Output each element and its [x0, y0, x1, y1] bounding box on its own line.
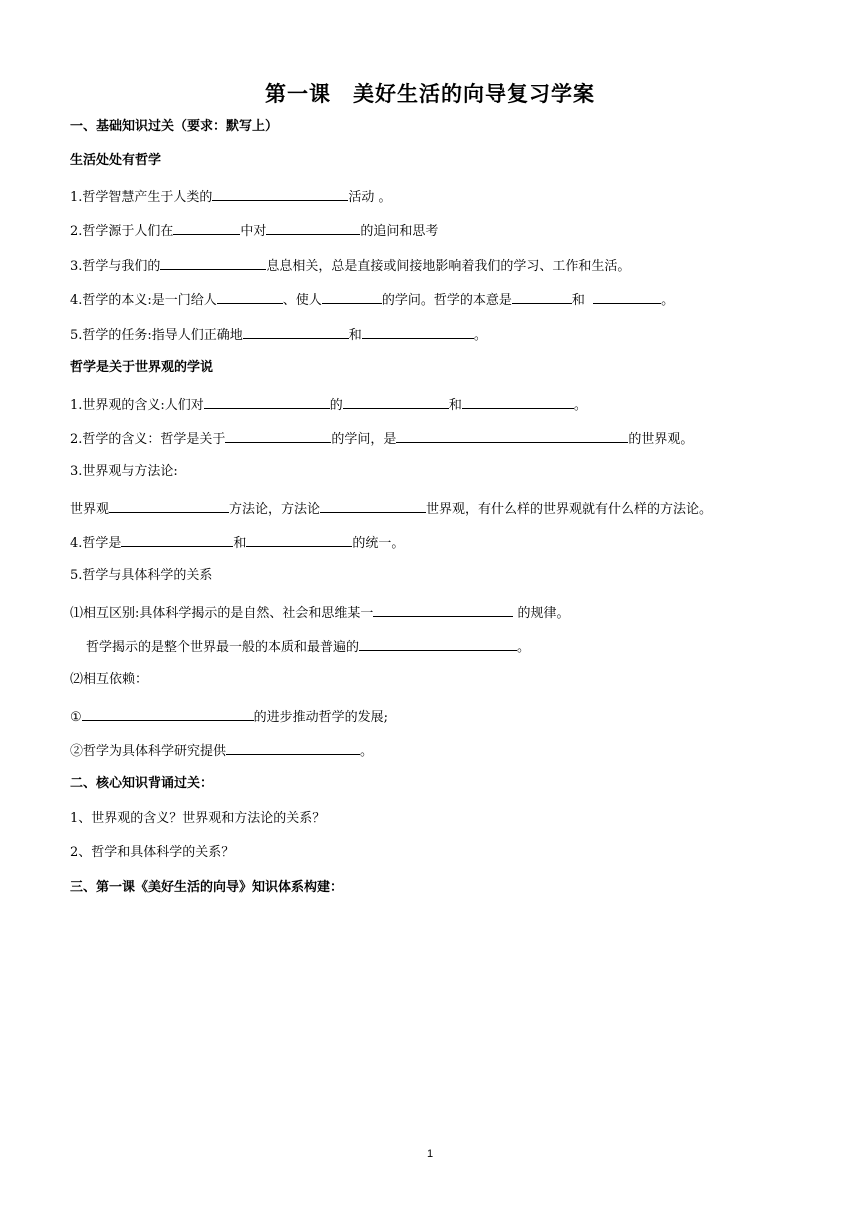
question-1: 1、世界观的含义？世界观和方法论的关系？ — [70, 811, 326, 826]
fill-blank[interactable] — [362, 324, 474, 339]
fill-blank[interactable] — [160, 255, 266, 270]
fill-blank[interactable] — [173, 220, 240, 235]
fill-blank[interactable] — [373, 602, 513, 617]
item-worldview-5-2a: ① 的进步推动哲学的发展; — [70, 706, 388, 727]
fill-blank[interactable] — [359, 636, 517, 651]
fill-blank[interactable] — [322, 289, 382, 304]
fill-blank[interactable] — [593, 289, 661, 304]
fill-blank[interactable] — [225, 428, 331, 443]
fill-blank[interactable] — [212, 186, 348, 201]
fill-blank[interactable] — [109, 498, 229, 513]
item-worldview-2: 2.哲学的含义：哲学是关于 的学问，是 的世界观。 — [70, 428, 693, 449]
page-number: 1 — [426, 1148, 434, 1160]
fill-blank[interactable] — [226, 740, 360, 755]
item-1: 1.哲学智慧产生于人类的 活动 。 — [70, 186, 392, 207]
fill-blank[interactable] — [462, 394, 574, 409]
subheading-worldview: 哲学是关于世界观的学说 — [70, 360, 214, 375]
fill-blank[interactable] — [217, 289, 283, 304]
fill-blank[interactable] — [246, 532, 352, 547]
fill-blank[interactable] — [121, 532, 233, 547]
fill-blank[interactable] — [266, 220, 360, 235]
item-worldview-5-2: ⑵相互依赖： — [70, 672, 149, 687]
fill-blank[interactable] — [396, 428, 628, 443]
fill-blank[interactable] — [512, 289, 572, 304]
item-worldview-5-1: ⑴相互区别:具体科学揭示的是自然、社会和思维某一 的规律。 — [70, 602, 570, 623]
page-title: 第一课 美好生活的向导复习学案 — [265, 82, 595, 106]
item-worldview-3: 3.世界观与方法论: — [70, 464, 178, 479]
section1-heading: 一、基础知识过关（要求：默写上） — [70, 119, 279, 134]
fill-blank[interactable] — [343, 394, 449, 409]
item-worldview-3-body: 世界观 方法论，方法论 世界观，有什么样的世界观就有什么样的方法论。 — [70, 498, 712, 519]
fill-blank[interactable] — [243, 324, 349, 339]
item-4: 4.哲学的本义:是一门给人 、使人 的学问。哲学的本意是 和 。 — [70, 289, 674, 310]
item-worldview-5-2b: ②哲学为具体科学研究提供 。 — [70, 740, 373, 761]
section3-heading: 三、第一课《美好生活的向导》知识体系构建： — [70, 880, 344, 895]
fill-blank[interactable] — [82, 706, 254, 721]
item-3: 3.哲学与我们的 息息相关，总是直接或间接地影响着我们的学习、工作和生活。 — [70, 255, 630, 276]
fill-blank[interactable] — [320, 498, 426, 513]
item-2: 2.哲学源于人们在 中对 的追问和思考 — [70, 220, 438, 241]
question-2: 2、哲学和具体科学的关系？ — [70, 845, 235, 860]
fill-blank[interactable] — [204, 394, 330, 409]
item-worldview-5: 5.哲学与具体科学的关系 — [70, 568, 213, 583]
item-worldview-1: 1.世界观的含义:人们对 的 和 。 — [70, 394, 587, 415]
section2-heading: 二、核心知识背诵过关： — [70, 776, 214, 791]
subheading-life-philosophy: 生活处处有哲学 — [70, 153, 162, 168]
item-worldview-4: 4.哲学是 和 的统一。 — [70, 532, 404, 553]
item-worldview-5-1b: 哲学揭示的是整个世界最一般的本质和最普遍的 。 — [86, 636, 530, 657]
item-5: 5.哲学的任务:指导人们正确地 和 。 — [70, 324, 487, 345]
